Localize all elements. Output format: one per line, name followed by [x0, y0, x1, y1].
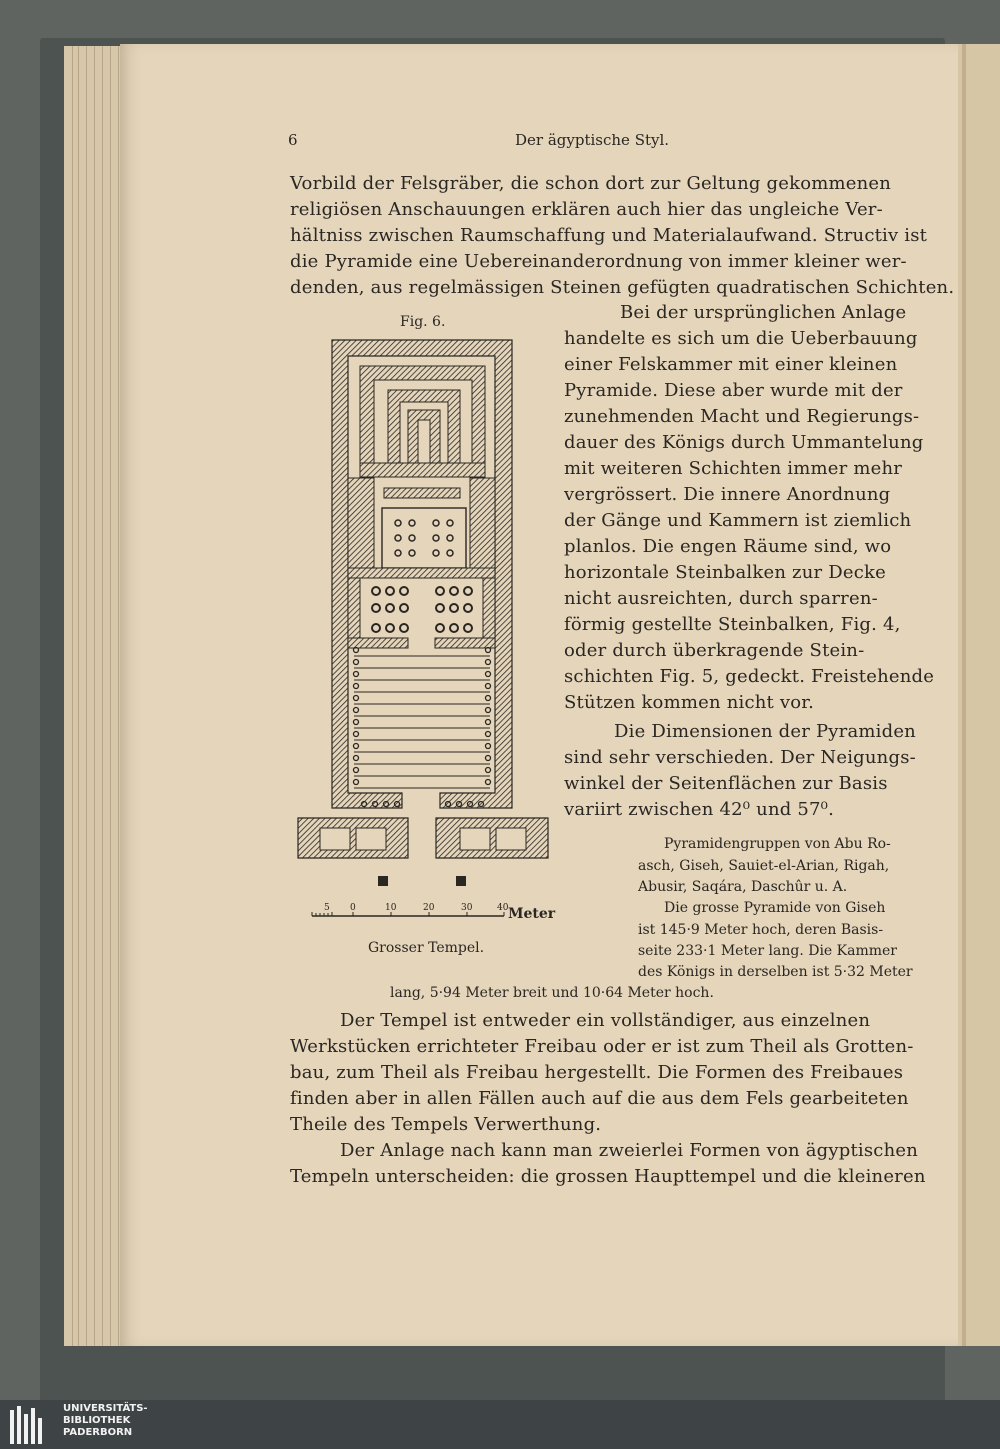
text-line: dauer des Königs durch Ummantelung: [564, 432, 924, 453]
temple-floor-plan: [290, 338, 555, 898]
scale-tick: 5: [324, 903, 330, 913]
text-line: nicht ausreichten, durch sparren-: [564, 588, 878, 609]
text-line: Pyramide. Diese aber wurde mit der: [564, 380, 903, 401]
scale-tick: 0: [350, 903, 356, 913]
text-line: Der Tempel ist entweder ein vollständiger, aus einzelnen: [340, 1010, 871, 1031]
page-number: 6: [288, 131, 298, 149]
text-line: einer Felskammer mit einer kleinen: [564, 354, 898, 375]
text-line: religiösen Anschauungen erklären auch hier das ungleiche Ver-: [290, 199, 883, 220]
scale-tick: 30: [461, 903, 473, 913]
text-line: horizontale Steinbalken zur Decke: [564, 562, 886, 583]
note-line: des Königs in derselben ist 5·32 Meter: [638, 964, 913, 980]
library-footer: [0, 1400, 1000, 1449]
text-line: winkel der Seitenflächen zur Basis: [564, 773, 888, 794]
note-line: Abusir, Saqára, Daschûr u. A.: [638, 879, 848, 895]
text-line: der Gänge und Kammern ist ziemlich: [564, 510, 912, 531]
text-line: Theile des Tempels Verwerthung.: [290, 1114, 602, 1135]
text-line: schichten Fig. 5, gedeckt. Freistehende: [564, 666, 935, 687]
scale-tick: 20: [423, 903, 435, 913]
note-line: Pyramidengruppen von Abu Ro-: [664, 836, 891, 852]
note-line: asch, Giseh, Sauiet-el-Arian, Rigah,: [638, 858, 890, 874]
text-line: mit weiteren Schichten immer mehr: [564, 458, 903, 479]
running-title: Der ägyptische Styl.: [515, 131, 670, 149]
figure-label: Fig. 6.: [400, 314, 446, 330]
note-line: lang, 5·94 Meter breit und 10·64 Meter hoch.: [390, 985, 714, 1001]
scale-tick: 40: [497, 903, 509, 913]
text-line: förmig gestellte Steinbalken, Fig. 4,: [564, 614, 901, 635]
text-line: sind sehr verschieden. Der Neigungs-: [564, 747, 916, 768]
figure-caption: Grosser Tempel.: [368, 940, 485, 956]
text-line: Bei der ursprünglichen Anlage: [620, 302, 907, 323]
text-line: vergrössert. Die innere Anordnung: [564, 484, 891, 505]
text-line: finden aber in allen Fällen auch auf die aus dem Fels gearbeiteten: [290, 1088, 909, 1109]
text-line: denden, aus regelmässigen Steinen gefügten quadratischen Schichten.: [290, 277, 955, 298]
note-line: seite 233·1 Meter lang. Die Kammer: [638, 943, 897, 959]
text-line: handelte es sich um die Ueberbauung: [564, 328, 918, 349]
scale-bar: [308, 900, 528, 922]
text-line: variirt zwischen 42⁰ und 57⁰.: [564, 799, 835, 820]
text-line: Die Dimensionen der Pyramiden: [614, 721, 916, 742]
note-line: ist 145·9 Meter hoch, deren Basis-: [638, 922, 884, 938]
library-name: UNIVERSITÄTS- BIBLIOTHEK PADERBORN: [63, 1403, 148, 1438]
text-line: Der Anlage nach kann man zweierlei Formen von ägyptischen: [340, 1140, 919, 1161]
scale-tick: 10: [385, 903, 397, 913]
note-line: Die grosse Pyramide von Giseh: [664, 900, 886, 916]
text-line: planlos. Die engen Räume sind, wo: [564, 536, 892, 557]
text-line: zunehmenden Macht und Regierungs-: [564, 406, 920, 427]
text-line: hältniss zwischen Raumschaffung und Materialaufwand. Structiv ist: [290, 225, 928, 246]
text-line: die Pyramide eine Uebereinanderordnung von immer kleiner wer-: [290, 251, 907, 272]
text-line: Stützen kommen nicht vor.: [564, 692, 815, 713]
library-logo-icon: [8, 1404, 56, 1446]
text-line: Werkstücken errichteter Freibau oder er ist zum Theil als Grotten-: [290, 1036, 914, 1057]
text-line: Tempeln unterscheiden: die grossen Haupttempel und die kleineren: [290, 1166, 926, 1187]
text-line: bau, zum Theil als Freibau hergestellt. Die Formen des Freibaues: [290, 1062, 904, 1083]
text-line: Vorbild der Felsgräber, die schon dort zur Geltung gekommenen: [290, 173, 892, 194]
scale-unit: Meter: [508, 906, 556, 922]
text-line: oder durch überkragende Stein-: [564, 640, 865, 661]
